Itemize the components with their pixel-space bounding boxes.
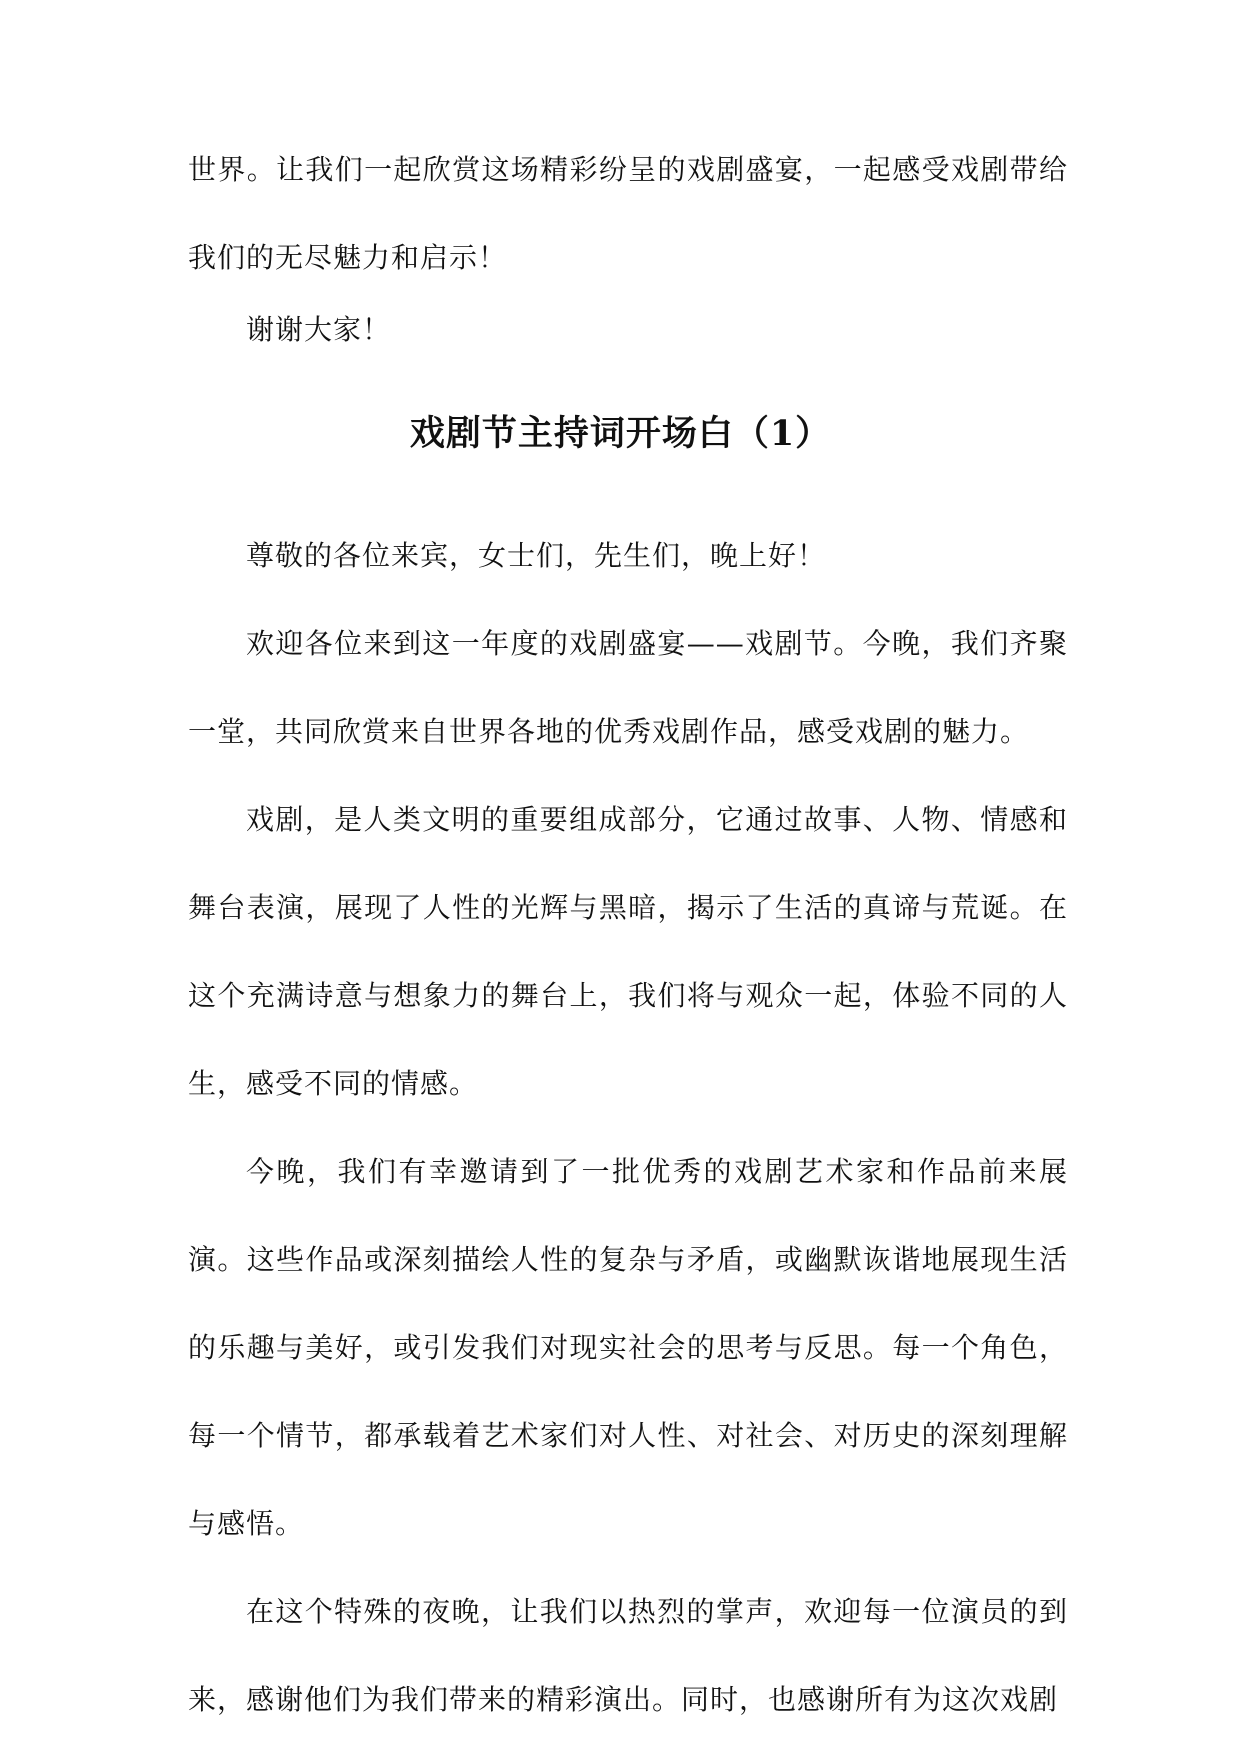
paragraph-greeting: 尊敬的各位来宾，女士们，先生们，晚上好！ — [246, 539, 827, 572]
paragraph-works: 今晚，我们有幸邀请到了一批优秀的戏剧艺术家和作品前来展演。这些作品或深刻描绘人性的复杂与矛盾，或幽默诙谐地展现生活的乐趣与美好，或引发我们对现实社会的思考与反思。每一个角色，每一个情节，都承载着艺术家们对人性、对社会、对历史的深刻理解与感悟。 — [188, 1155, 1068, 1540]
paragraph-thanks: 在这个特殊的夜晚，让我们以热烈的掌声，欢迎每一位演员的到来，感谢他们为我们带来的精彩演出。同时，也感谢所有为这次戏剧 — [188, 1595, 1068, 1716]
section-title: 戏剧节主持词开场白（1） — [409, 413, 832, 454]
paragraph-welcome: 欢迎各位来到这一年度的戏剧盛宴——戏剧节。今晚，我们齐聚一堂，共同欣赏来自世界各地的优秀戏剧作品，感受戏剧的魅力。 — [188, 627, 1068, 748]
closing-line: 谢谢大家！ — [246, 313, 392, 346]
paragraph-drama-intro: 戏剧，是人类文明的重要组成部分，它通过故事、人物、情感和舞台表演，展现了人性的光辉与黑暗，揭示了生活的真谛与荒诞。在这个充满诗意与想象力的舞台上，我们将与观众一起，体验不同的人生，感受不同的情感。 — [188, 803, 1068, 1100]
carryover-paragraph: 世界。让我们一起欣赏这场精彩纷呈的戏剧盛宴，一起感受戏剧带给我们的无尽魅力和启示！ — [188, 153, 1068, 274]
